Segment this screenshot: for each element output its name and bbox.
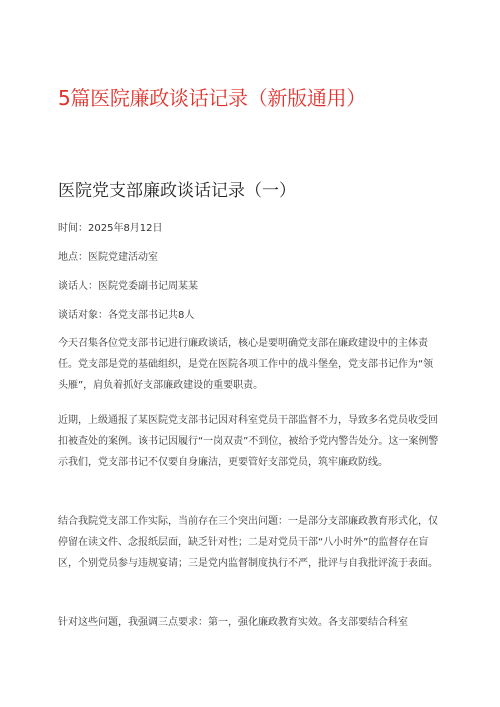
meta-time: 时间：2025年8月12日	[58, 223, 163, 234]
body-paragraph-2: 近期，上级通报了某医院党支部书记因对科室党员干部监督不力，导致多名党员收受回扣被查处的案例。该书记因履行“一岗双责”不到位，被给予党内警告处分。这一案例警示我们，党支部书记不仅要自身廉洁，更要管好支部党员，筑牢廉政防线。	[58, 415, 439, 468]
meta-place: 地点：医院党建活动室	[58, 252, 158, 263]
body-paragraph-1: 今天召集各位党支部书记进行廉政谈话，核心是要明确党支部在廉政建设中的主体责任。党支部是党的基础组织，是党在医院各项工作中的战斗堡垒，党支部书记作为“领头雁”，肩负着抓好支部廉政建设的重要职责。	[58, 338, 434, 391]
meta-speaker: 谈话人：医院党委副书记周某某	[58, 281, 198, 292]
document-title: 5篇医院廉政谈话记录（新版通用）	[58, 86, 366, 110]
body-paragraph-3: 结合我院党支部工作实际，当前存在三个突出问题：一是部分支部廉政教育形式化，仅停留在读文件、念报纸层面，缺乏针对性；二是对党员干部“八小时外”的监督存在盲区，个别党员参与违规宴请；三是党内监督制度执行不严，批评与自我批评流于表面。	[58, 516, 438, 569]
body-paragraph-4: 针对这些问题，我强调三点要求：第一，强化廉政教育实效。各支部要结合科室	[58, 617, 408, 628]
meta-audience: 谈话对象：各党支部书记共8人	[58, 310, 195, 321]
section-title: 医院党支部廉政谈话记录（一）	[58, 181, 296, 201]
